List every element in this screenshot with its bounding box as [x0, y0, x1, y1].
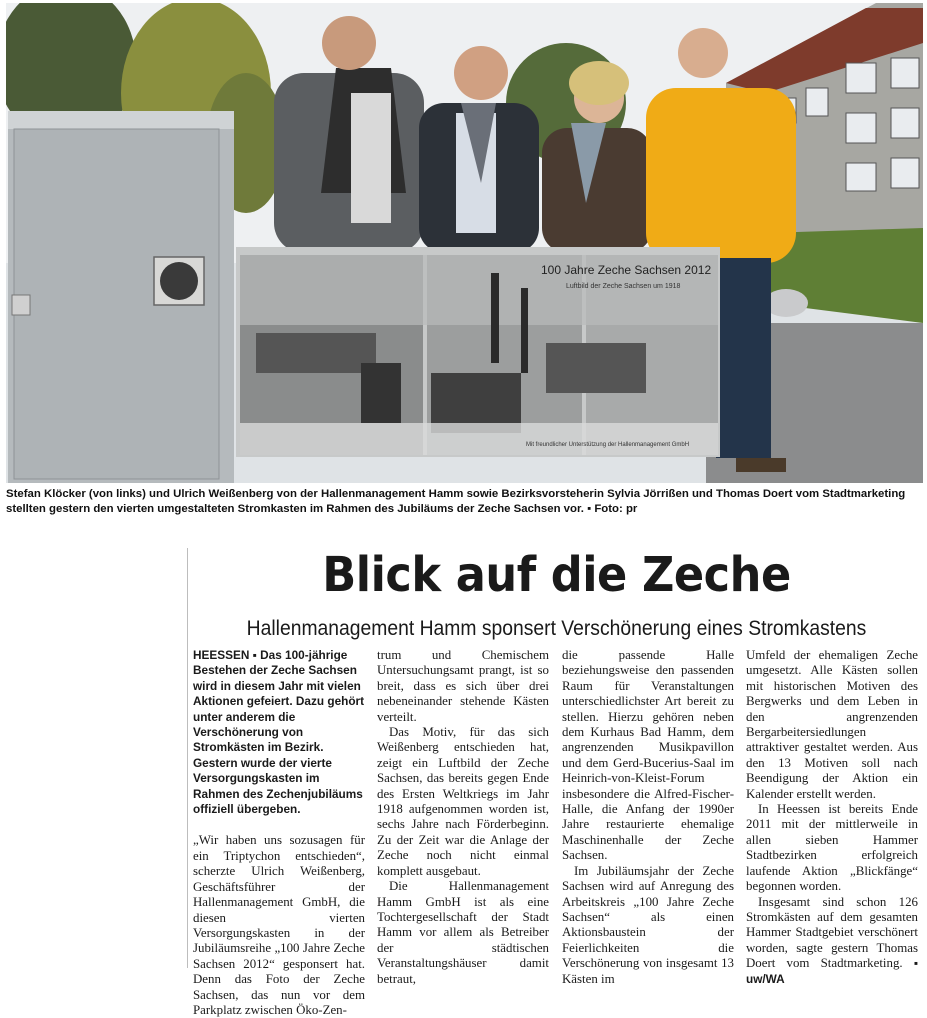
article-subheadline: Hallenmanagement Hamm sponsert Verschönerung eines Stromkastens	[246, 617, 867, 640]
paragraph: „Wir haben uns sozusagen für ein Triptychon entschieden“, scherzte Ulrich Weißenberg, Geschäftsführer der Hallenmanagement GmbH, die diesen vierten Versorgungskasten in der Jubiläumsreihe „100 Jahre Zeche Sachsen 2012“ gesponsert hat. Denn das Foto der Zeche Sachsen, das nun vor dem Parkplatz zwischen Öko-Zen-	[193, 833, 365, 1017]
author-signature: uw/WA	[746, 971, 785, 986]
paragraph: In Heessen ist bereits Ende 2011 mit der mittlerweile in allen sieben Hammer Stadtbezirken erfolgreich laufende Aktion „Blickfänge“ begonnen worden.	[746, 802, 918, 894]
photo-credit: Foto: pr	[594, 503, 638, 515]
article-photo	[6, 3, 923, 483]
caption-bullet: ▪	[587, 503, 592, 515]
dateline-bullet: ▪	[252, 648, 257, 662]
lead-text: Das 100-jährige Bestehen der Zeche Sachsen wird in diesem Jahr mit vielen Aktionen gefeiert. Dazu gehört unter anderem die Verschönerung von Stromkästen im Bezirk. Gestern wurde der vierte Versorgungskasten im Rahmen des Zechenjubiläums offiziell übergeben.	[193, 648, 365, 817]
paragraph: Umfeld der ehemaligen Zeche umgesetzt. Alle Kästen sollen mit historischen Motiven des Bergwerks und dem Leben in den angrenzenden Bergarbeitersiedlungen attraktiver gestaltet werden. Aus den 13 Motiven soll nach Beendigung der Aktion ein Kalender erstellt werden.	[746, 648, 918, 801]
caption-text: Stefan Klöcker (von links) und Ulrich Weißenberg von der Hallenmanagement Hamm sowie Bezirksvorsteherin Sylvia Jörrißen und Thomas Doert vom Stadtmarketing stellten gestern den vierten umgestalteten Stromkasten im Rahmen des Jubiläums der Zeche Sachsen vor.	[6, 488, 906, 515]
article-column-2	[377, 648, 549, 987]
paragraph: Die Hallenmanagement Hamm GmbH ist als eine Tochtergesellschaft der Stadt Hamm vor allem als Betreiber der städtischen Veranstaltungshäuser damit betraut,	[377, 879, 549, 986]
paragraph: Im Jubiläumsjahr der Zeche Sachsen wird auf Anregung des Arbeitskreis „100 Jahre Zeche Sachsen“ als einen Aktionsbaustein der Feierlichkeiten die Verschönerung von insgesamt 13 Kästen im	[562, 863, 734, 986]
article-headline: Blick auf die Zeche	[322, 547, 791, 603]
box-footer: Mit freundlicher Unterstützung der Hallenmanagement GmbH	[526, 442, 690, 448]
photo-caption	[6, 487, 923, 517]
end-bullet: ▪	[913, 956, 918, 971]
article-column-3	[562, 648, 734, 987]
article-column-4	[746, 648, 918, 987]
column-divider	[187, 548, 188, 968]
paragraph: Das Motiv, für das sich Weißenberg entschieden hat, zeigt ein Luftbild der Zeche Sachsen, das bereits gegen Ende des Ersten Weltkriegs im Jahr 1918 aufgenommen worden ist, sechs Jahre nach Förderbeginn. Zu der Zeit war die Anlage der Zeche noch nicht einmal komplett ausgebaut.	[377, 725, 549, 878]
article-column-1	[193, 648, 365, 1018]
paragraph-text: Insgesamt sind schon 126 Stromkästen auf dem gesamten Hammer Stadtgebiet verschönert worden, sagte gestern Thomas Doert vom Stadtmarketing.	[746, 894, 918, 971]
photo-illustration	[6, 3, 923, 483]
paragraph-final	[746, 895, 918, 987]
box-subtitle: Luftbild der Zeche Sachsen um 1918	[566, 283, 681, 290]
paragraph: trum und Chemischem Untersuchungsamt prangt, ist so breit, dass es sich über drei nebeneinander stehende Kästen verteilt.	[377, 648, 549, 724]
box-title: 100 Jahre Zeche Sachsen 2012	[541, 263, 712, 277]
dateline: HEESSEN	[193, 648, 250, 662]
article-lead	[193, 648, 365, 817]
paragraph: die passende Halle beziehungsweise den passenden Raum für Veranstaltungen unterschiedlichster Art bereit zu stellen. Hierzu gehören neben dem Kurhaus Bad Hamm, dem angrenzenden Musikpavillon und dem Gerd-Bucerius-Saal im Heinrich-von-Kleist-Forum insbesondere die Alfred-Fischer-Halle, die Anfang der 1990er Jahre restaurierte ehemalige Maschinenhalle der Zeche Sachsen.	[562, 648, 734, 863]
